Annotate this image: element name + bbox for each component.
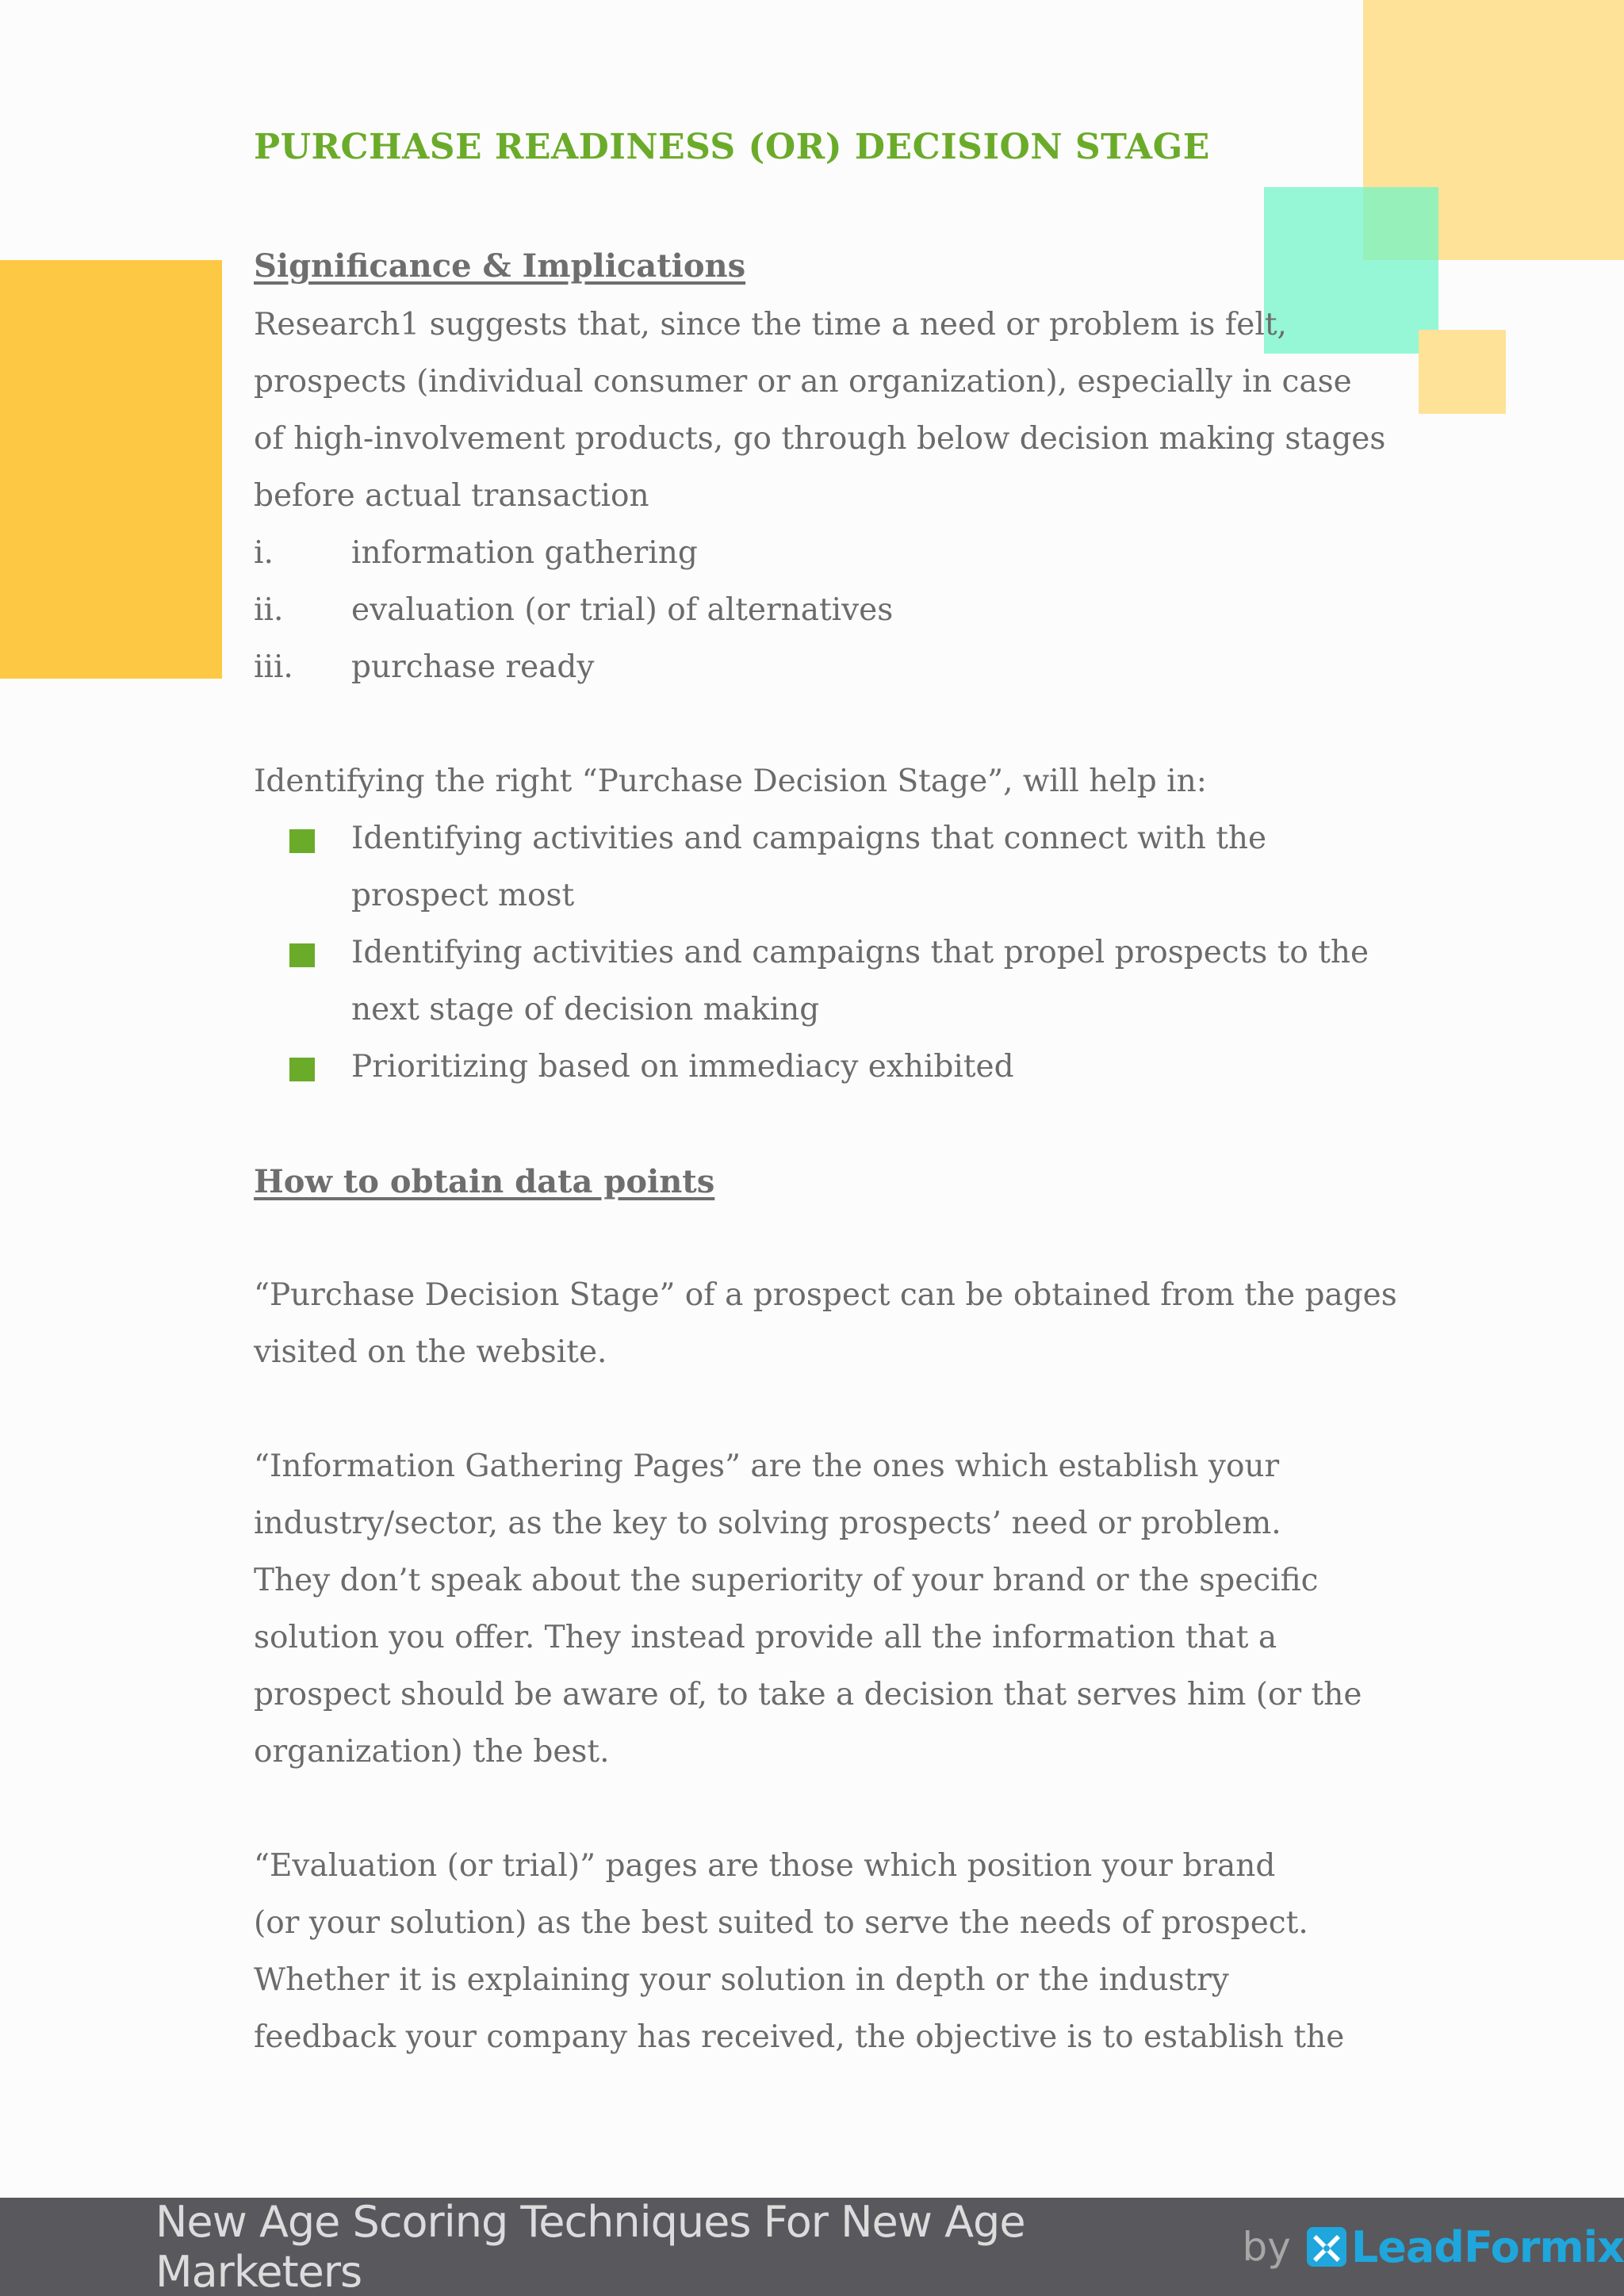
decorative-square-small [1419, 330, 1506, 414]
stage-number: ii. [254, 592, 284, 628]
page-title: PURCHASE READINESS (OR) DECISION STAGE [254, 127, 1210, 167]
paragraph-line: visited on the website. [254, 1334, 607, 1370]
square-bullet-icon [289, 1058, 315, 1081]
section-heading-significance: Significance & Implications [254, 247, 746, 285]
benefit-text: next stage of decision making [351, 992, 820, 1027]
paragraph-line: industry/sector, as the key to solving prospects’ need or problem. [254, 1506, 1281, 1541]
paragraph-line: They don’t speak about the superiority of your brand or the specific [254, 1563, 1319, 1598]
page-footer [0, 2198, 1624, 2296]
paragraph-line: (or your solution) as the best suited to serve the needs of prospect. [254, 1905, 1308, 1941]
stage-number: iii. [254, 649, 293, 685]
decorative-bar-left [0, 260, 222, 679]
paragraph-line: “Information Gathering Pages” are the ones which establish your [254, 1448, 1280, 1484]
paragraph-line: of high-involvement products, go through below decision making stages [254, 421, 1386, 457]
decorative-square-mint [1264, 187, 1438, 354]
paragraph-line: Whether it is explaining your solution in depth or the industry [254, 1962, 1229, 1998]
benefit-text: Prioritizing based on immediacy exhibited [351, 1049, 1014, 1085]
square-bullet-icon [289, 829, 315, 853]
paragraph-line: organization) the best. [254, 1734, 610, 1770]
paragraph-line: feedback your company has received, the objective is to establish the [254, 2019, 1345, 2055]
paragraph-line: “Evaluation (or trial)” pages are those which position your brand [254, 1848, 1276, 1884]
stage-text: purchase ready [351, 649, 595, 685]
paragraph-line: “Purchase Decision Stage” of a prospect can be obtained from the pages [254, 1277, 1397, 1313]
section-heading-data-points: How to obtain data points [254, 1163, 715, 1200]
stage-text: evaluation (or trial) of alternatives [351, 592, 894, 628]
benefits-intro: Identifying the right “Purchase Decision Stage”, will help in: [254, 763, 1207, 799]
leadformix-logo-icon [1307, 2227, 1346, 2267]
paragraph-line: prospects (individual consumer or an organization), especially in case [254, 364, 1352, 400]
paragraph-line: Research1 suggests that, since the time a need or problem is felt, [254, 307, 1287, 342]
stage-text: information gathering [351, 535, 698, 571]
benefit-text: prospect most [351, 878, 575, 913]
footer-tagline: New Age Scoring Techniques For New Age Marketers [155, 2197, 1025, 2296]
brand-name: LeadFormix [1350, 2221, 1624, 2272]
footer-by: by [1242, 2224, 1291, 2270]
paragraph-line: prospect should be aware of, to take a decision that serves him (or the [254, 1677, 1362, 1712]
benefit-text: Identifying activities and campaigns that propel prospects to the [351, 935, 1369, 970]
square-bullet-icon [289, 943, 315, 967]
paragraph-line: before actual transaction [254, 478, 649, 514]
benefit-text: Identifying activities and campaigns that connect with the [351, 821, 1267, 856]
stage-number: i. [254, 535, 274, 571]
brand-logo [1307, 2222, 1624, 2272]
paragraph-line: solution you offer. They instead provide all the information that a [254, 1620, 1277, 1655]
